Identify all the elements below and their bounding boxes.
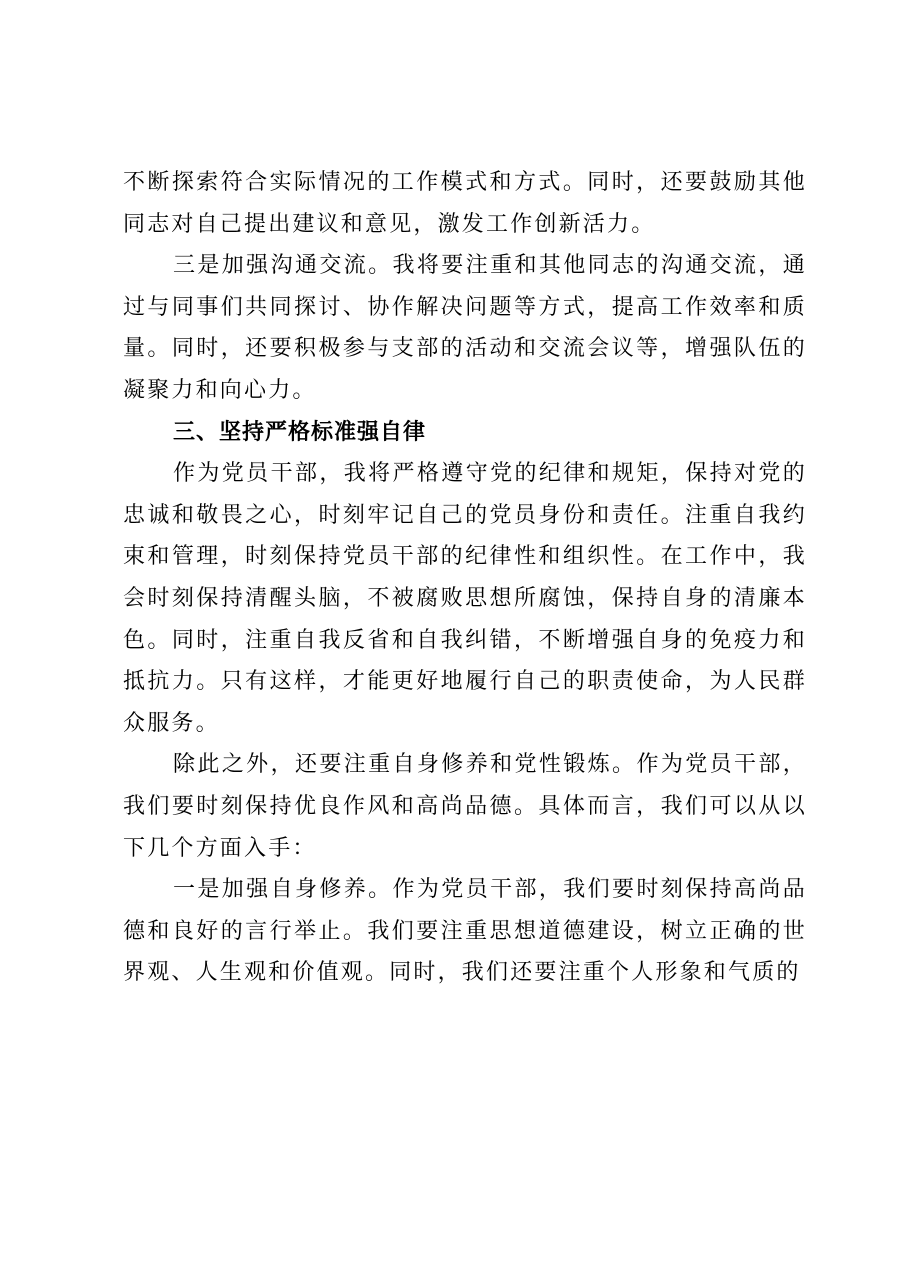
paragraph-cultivation: 除此之外，还要注重自身修养和党性锻炼。作为党员干部，我们要时刻保持优良作风和高尚品德。具体而言，我们可以从以下几个方面入手： xyxy=(123,752,807,861)
paragraph-continuation: 不断探索符合实际情况的工作模式和方式。同时，还要鼓励其他同志对自己提出建议和意见，激发工作创新活力。 xyxy=(123,170,807,237)
section-heading: 三、坚持严格标准强自律 xyxy=(173,419,427,445)
paragraph-self-cultivation: 一是加强自身修养。作为党员干部，我们要时刻保持高尚品德和良好的言行举止。我们要注重思想道德建设，树立正确的世界观、人生观和价值观。同时，我们还要注重个人形象和气质的 xyxy=(123,877,807,986)
paragraph-discipline: 作为党员干部，我将严格遵守党的纪律和规矩，保持对党的忠诚和敬畏之心，时刻牢记自己的党员身份和责任。注重自我约束和管理，时刻保持党员干部的纪律性和组织性。在工作中，我会时刻保持清醒头脑，不被腐败思想所腐蚀，保持自身的清廉本色。同时，注重自我反省和自我纠错，不断增强自身的免疫力和抵抗力。只有这样，才能更好地履行自己的职责使命，为人民群众服务。 xyxy=(123,461,807,736)
paragraph-communication: 三是加强沟通交流。我将要注重和其他同志的沟通交流，通过与同事们共同探讨、协作解决问题等方式，提高工作效率和质量。同时，还要积极参与支部的活动和交流会议等，增强队伍的凝聚力和向心力。 xyxy=(123,253,807,403)
document-body xyxy=(123,162,807,994)
